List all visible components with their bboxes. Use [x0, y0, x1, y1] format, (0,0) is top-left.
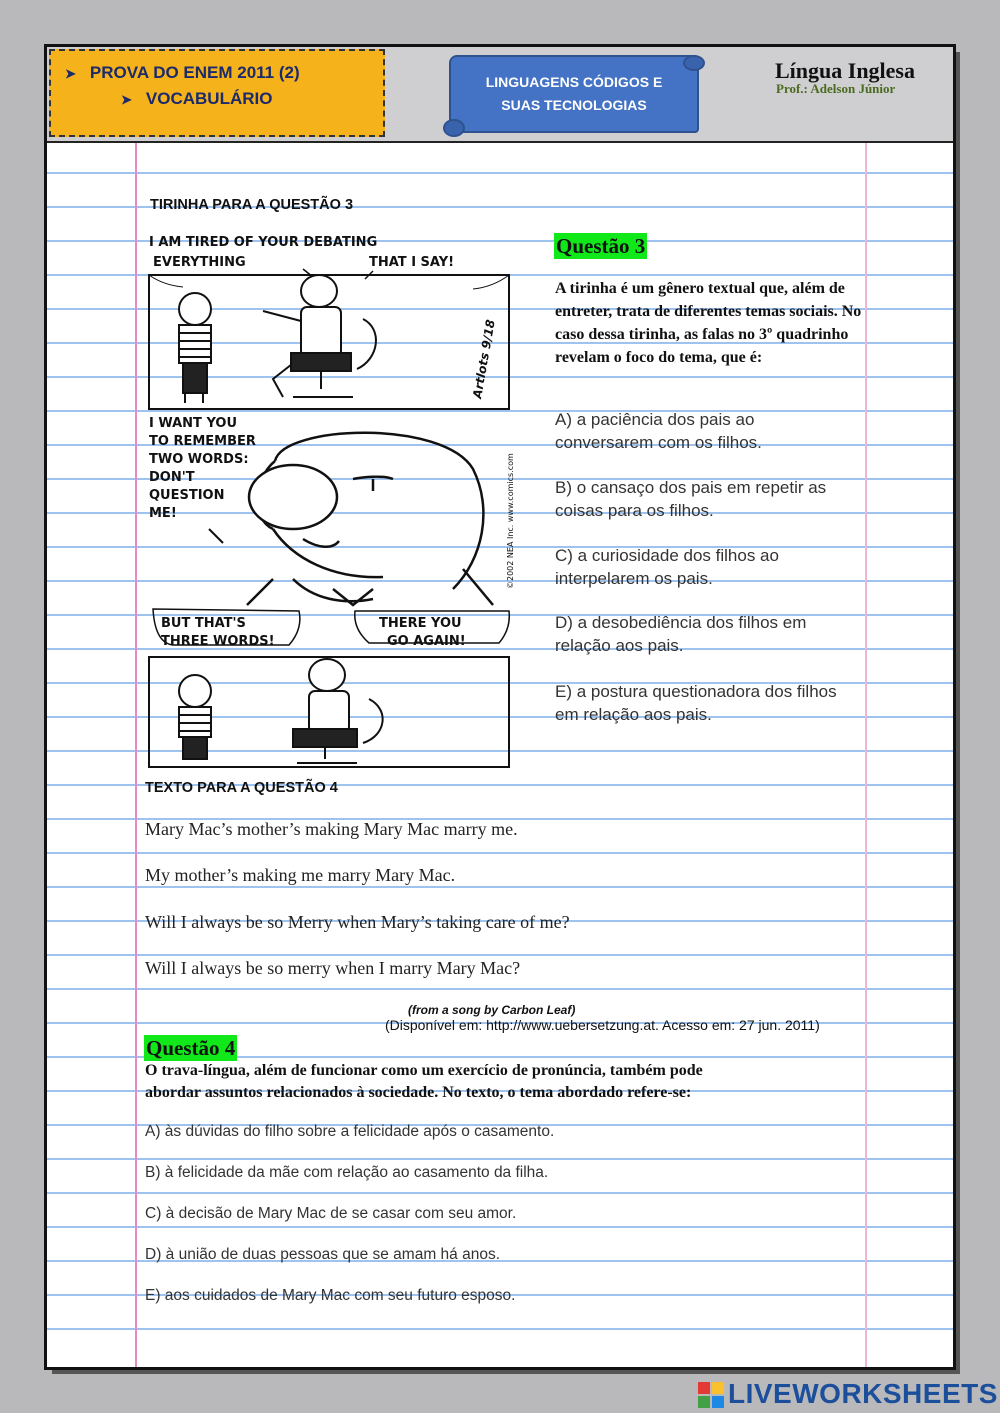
source-citation: (Disponível em: http://www.uebersetzung.at. Acesso em: 27 jun. 2011)	[385, 1017, 820, 1033]
subject-title: Língua Inglesa	[775, 58, 915, 83]
speech-text: QUESTION	[149, 488, 225, 503]
subject-area-banner	[449, 55, 699, 133]
speech-text: ME!	[149, 506, 177, 521]
question-3-text: A tirinha é um gênero textual que, além de entreter, trata de diferentes temas sociais. No caso dessa tirinha, as falas no 3º quadrinho revelam o foco do tema, que é:	[555, 280, 862, 366]
question-3-tag: Questão 3	[556, 234, 646, 258]
tongue-twister-line-2: My mother’s making me marry Mary Mac.	[145, 865, 456, 885]
ruled-line	[47, 1158, 953, 1160]
worksheet-page	[44, 44, 956, 1370]
text-label: TEXTO PARA A QUESTÃO 4	[145, 780, 338, 796]
speech-text: DON'T	[149, 470, 195, 485]
question-4-option-a[interactable]: A) às dúvidas do filho sobre a felicidade após o casamento.	[145, 1123, 555, 1140]
banner-line-1: LINGUAGENS CÓDIGOS E	[485, 74, 663, 90]
scroll-curl-icon	[683, 55, 705, 71]
ruled-line	[47, 886, 953, 888]
comic-panel-3	[149, 609, 509, 767]
ruled-line	[47, 1192, 953, 1194]
title-box	[49, 49, 385, 137]
comic-strip	[143, 229, 523, 771]
ruled-line	[47, 1226, 953, 1228]
father-figure	[263, 275, 376, 397]
speech-text: THREE WORDS!	[161, 634, 275, 649]
tongue-twister-line-3: Will I always be so Merry when Mary’s taking care of me?	[145, 912, 570, 932]
arrow-bullet-icon: ➤	[121, 92, 132, 107]
speech-text: I AM TIRED OF YOUR DEBATING	[149, 235, 378, 250]
title-line-2: ➤ VOCABULÁRIO	[121, 89, 273, 108]
margin-line-left	[135, 141, 137, 1370]
question-3-option-e[interactable]: E) a postura questionadora dos filhos em relação aos pais.	[555, 682, 837, 724]
ruled-line	[47, 1328, 953, 1330]
header	[47, 47, 953, 143]
ruled-line	[47, 852, 953, 854]
liveworksheets-icon	[698, 1382, 724, 1408]
boy-figure	[179, 675, 211, 759]
speech-text: THERE YOU	[379, 616, 462, 631]
arrow-bullet-icon: ➤	[65, 66, 76, 81]
speech-text: BUT THAT'S	[161, 616, 246, 631]
tongue-twister-line-1: Mary Mac’s mother’s making Mary Mac marry me.	[145, 819, 518, 839]
teacher-name: Prof.: Adelson Júnior	[776, 81, 896, 96]
liveworksheets-brand: LIVEWORKSHEETS	[728, 1378, 998, 1409]
banner-line-2: SUAS TECNOLOGIAS	[501, 97, 647, 113]
father-figure	[293, 659, 383, 763]
question-3-option-c[interactable]: C) a curiosidade dos filhos ao interpelarem os pais.	[555, 546, 779, 588]
question-3-option-a[interactable]: A) a paciência dos pais ao conversarem com os filhos.	[555, 410, 762, 452]
speech-text: GO AGAIN!	[387, 634, 466, 649]
speech-text: TWO WORDS:	[149, 452, 249, 467]
speech-text: TO REMEMBER	[149, 434, 256, 449]
scroll-curl-icon	[443, 119, 465, 137]
ruled-line	[47, 988, 953, 990]
question-4-text-line-1: O trava-língua, além de funcionar como um exercício de pronúncia, também pode	[145, 1062, 703, 1079]
speech-text: EVERYTHING	[153, 255, 246, 270]
question-4-text-line-2: abordar assuntos relacionados à sociedade. No texto, o tema abordado refere-se:	[145, 1084, 692, 1101]
ruled-line	[47, 172, 953, 174]
comic-panel-2	[149, 416, 515, 605]
song-credit: (from a song by Carbon Leaf)	[408, 1003, 576, 1017]
question-4-option-e[interactable]: E) aos cuidados de Mary Mac com seu futuro esposo.	[145, 1287, 516, 1304]
tongue-twister-line-4: Will I always be so merry when I marry Mary Mac?	[145, 958, 521, 978]
comic-signature: Artlots 9/18	[470, 318, 498, 400]
question-3-option-b[interactable]: B) o cansaço dos pais em repetir as coisas para os filhos.	[555, 478, 827, 520]
comic-label: TIRINHA PARA A QUESTÃO 3	[150, 197, 354, 213]
question-4-option-d[interactable]: D) à união de duas pessoas que se amam há anos.	[145, 1246, 501, 1263]
question-4-option-c[interactable]: C) à decisão de Mary Mac de se casar com seu amor.	[145, 1205, 517, 1222]
comic-copyright: ©2002 NEA Inc. www.comics.com	[506, 453, 515, 589]
ruled-line	[47, 954, 953, 956]
question-3-option-d[interactable]: D) a desobediência dos filhos em relação aos pais.	[555, 613, 807, 655]
speech-text: THAT I SAY!	[369, 255, 455, 270]
title-line-1: ➤ PROVA DO ENEM 2011 (2)	[65, 63, 300, 82]
comic-panel-1	[149, 235, 509, 409]
speech-text: I WANT YOU	[149, 416, 238, 431]
father-closeup	[247, 433, 493, 605]
question-4-tag: Questão 4	[146, 1036, 236, 1060]
question-4-option-b[interactable]: B) à felicidade da mãe com relação ao casamento da filha.	[145, 1164, 549, 1181]
boy-figure	[179, 293, 211, 403]
